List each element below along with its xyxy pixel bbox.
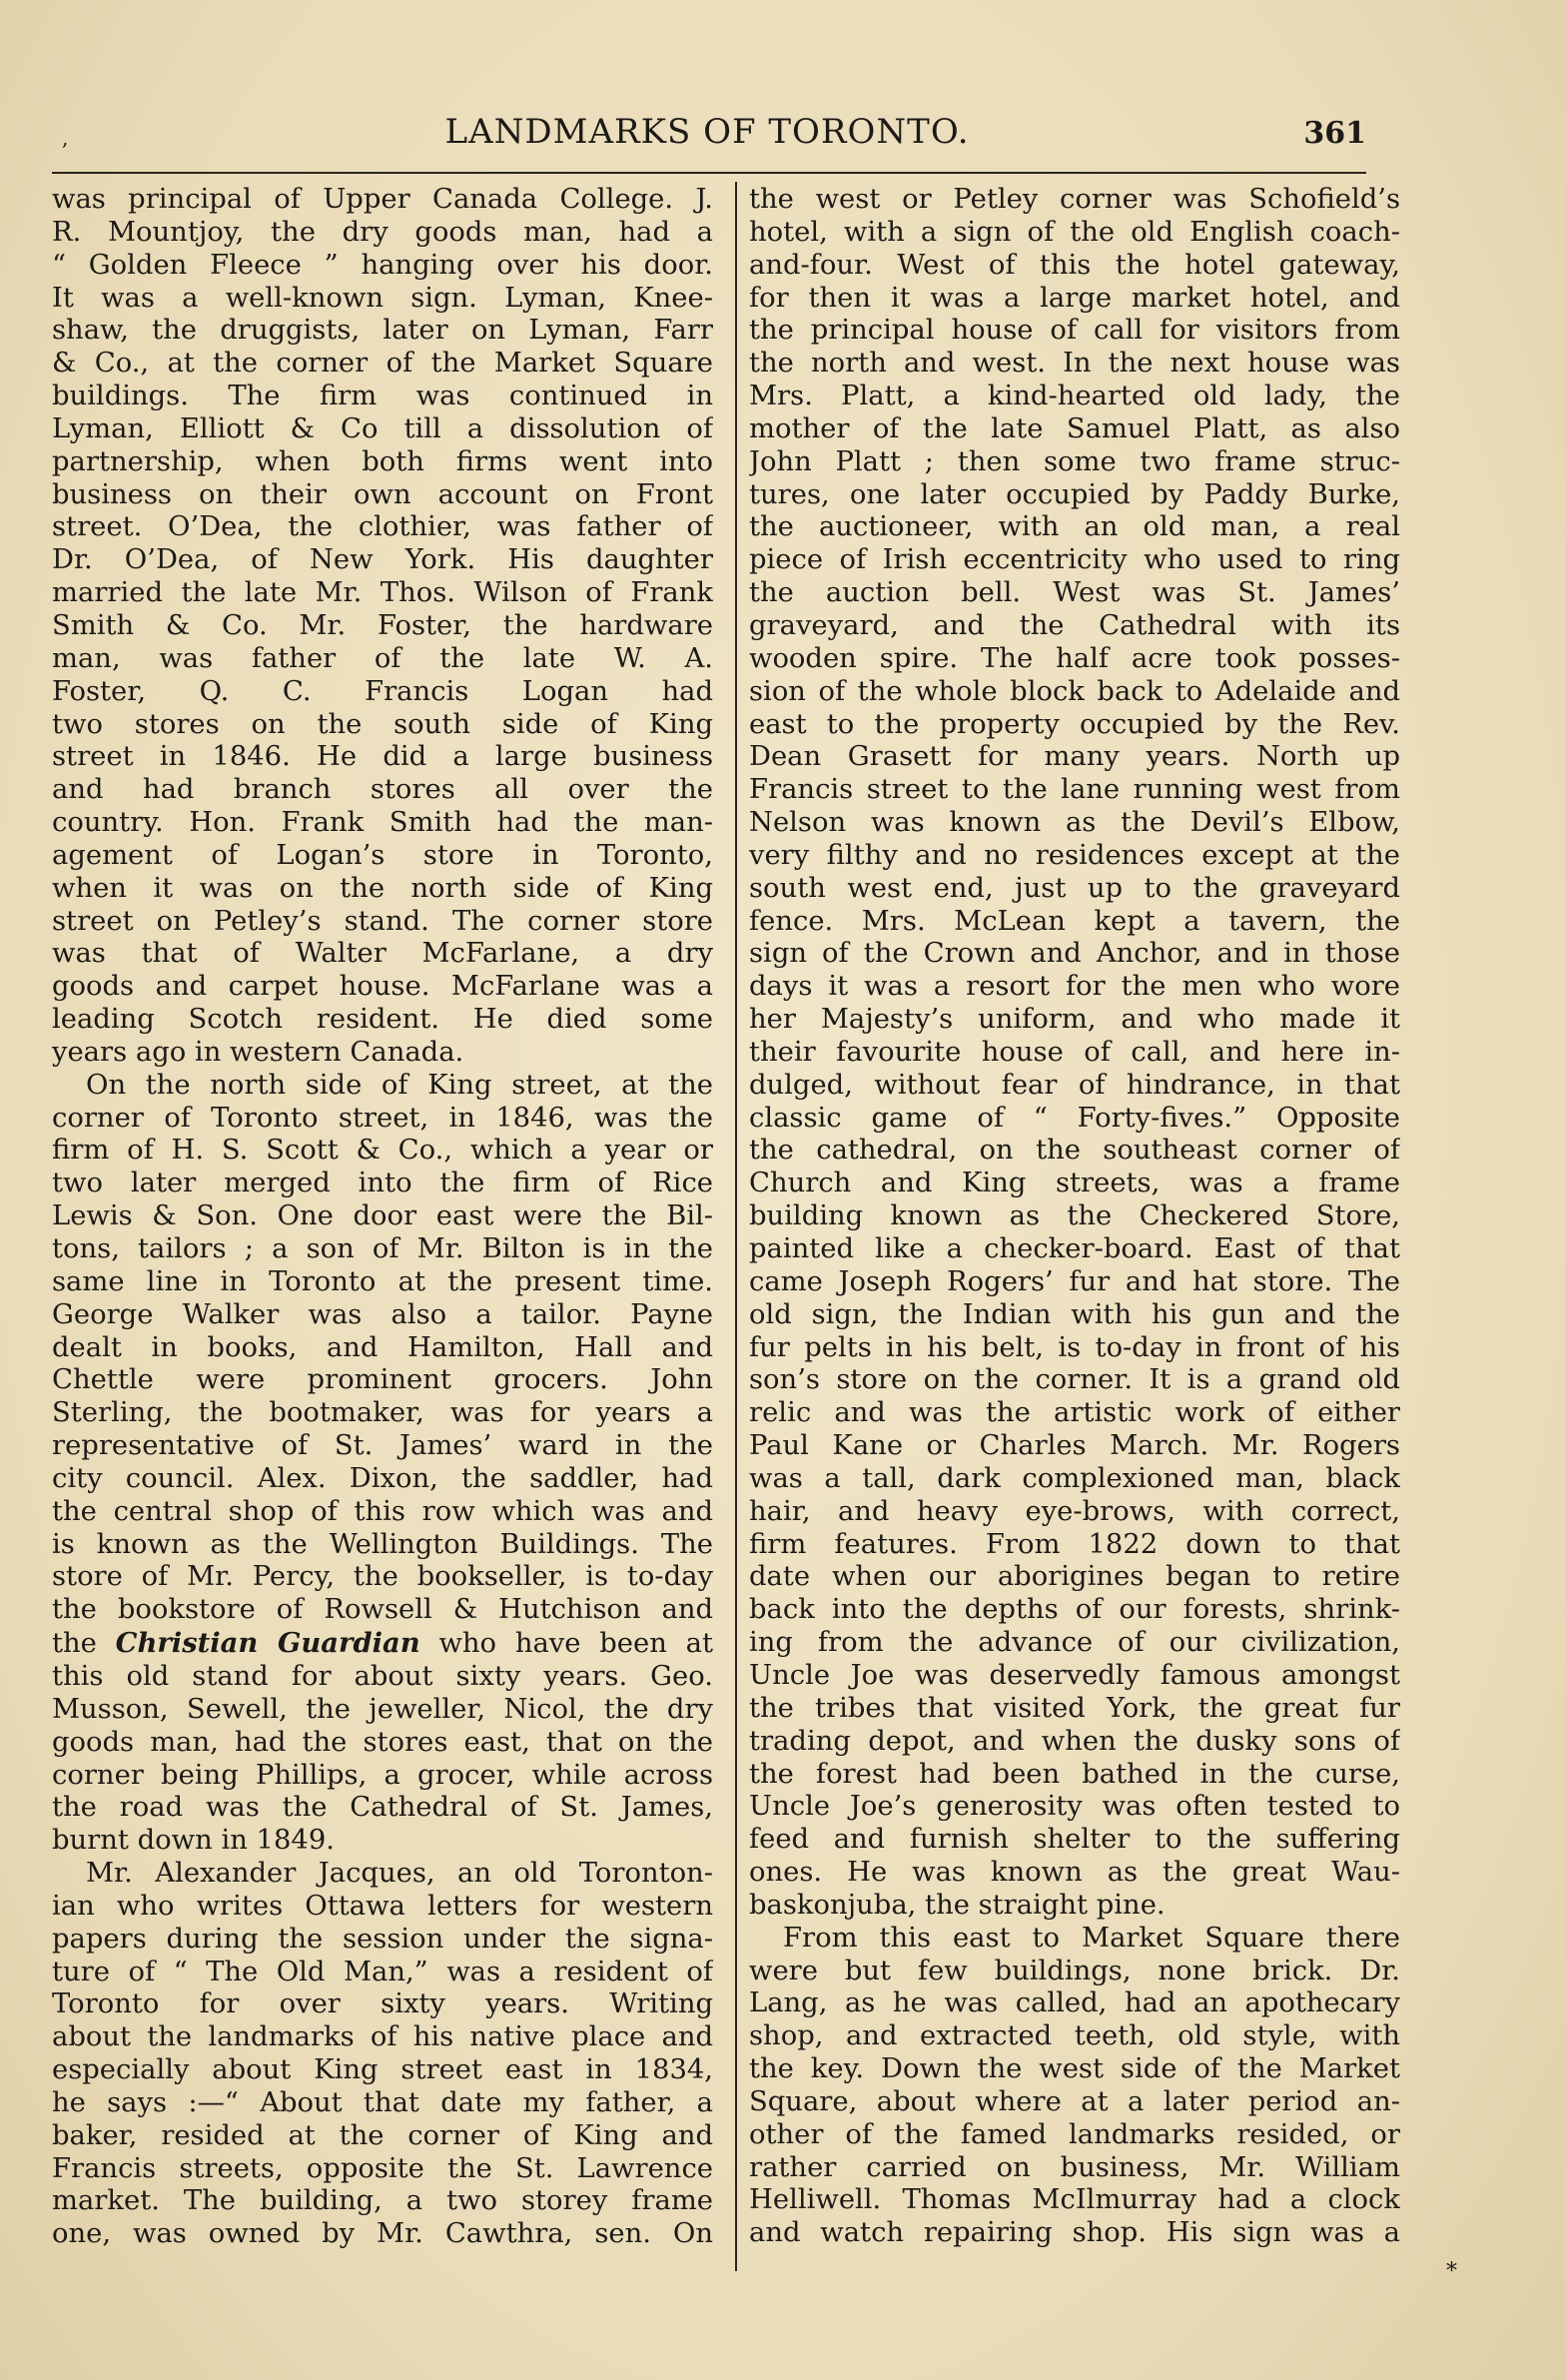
text-line: the principal house of call for visitors from	[749, 315, 1400, 347]
text-line: Francis street to the lane running west from	[749, 774, 1400, 806]
text-line: goods and carpet house. McFarlane was a	[52, 971, 713, 1003]
text-line: back into the depths of our forests, shrink-	[749, 1594, 1400, 1626]
text-line: the road was the Cathedral of St. James,	[52, 1792, 713, 1824]
text-line: the west or Petley corner was Schofield’s	[749, 184, 1400, 215]
text-line: Helliwell. Thomas McIlmurray had a clock	[749, 2184, 1400, 2216]
text-line: city council. Alex. Dixon, the saddler, had	[52, 1462, 713, 1494]
text-line: mother of the late Samuel Platt, as also	[749, 412, 1400, 444]
text-line: graveyard, and the Cathedral with its	[749, 609, 1400, 641]
text-line: Lang, as he was called, had an apothecary	[749, 1987, 1400, 2019]
text-line: one, was owned by Mr. Cawthra, sen. On	[52, 2218, 713, 2250]
text-line: Smith & Co. Mr. Foster, the hardware	[52, 609, 713, 641]
text-line: son’s store on the corner. It is a grand old	[749, 1364, 1400, 1396]
text-line: ian who writes Ottawa letters for western	[52, 1890, 713, 1922]
text-line: Mr. Alexander Jacques, an old Toronton-	[86, 1858, 713, 1890]
text-line: about the landmarks of his native place and	[52, 2021, 713, 2053]
text-line: classic game of “ Forty-fives.” Opposite	[749, 1102, 1400, 1134]
text-line: was principal of Upper Canada College. J.	[52, 184, 713, 215]
text-line: buildings. The firm was continued in	[52, 381, 713, 412]
text-line: shop, and extracted teeth, old style, with	[749, 2020, 1400, 2052]
text-line: the auction bell. West was St. James’	[749, 577, 1400, 609]
text-line: Toronto for over sixty years. Writing	[52, 1988, 713, 2020]
text-line: corner of Toronto street, in 1846, was the	[52, 1102, 713, 1134]
text-line: painted like a checker-board. East of that	[749, 1233, 1400, 1264]
text-line: It was a well-known sign. Lyman, Knee-	[52, 282, 713, 314]
text-line: hotel, with a sign of the old English coach-	[749, 216, 1400, 248]
text-line: baskonjuba, the straight pine.	[749, 1889, 1166, 1921]
header-mark: ,	[62, 126, 69, 150]
running-header	[48, 108, 1366, 158]
text-line: were but few buildings, none brick. Dr.	[749, 1955, 1400, 1986]
text-line: street. O’Dea, the clothier, was father of	[52, 511, 713, 543]
text-line: firm of H. S. Scott & Co., which a year or	[52, 1135, 713, 1167]
text-line: Mrs. Platt, a kind-hearted old lady, the	[749, 381, 1400, 412]
text-line: fence. Mrs. McLean kept a tavern, the	[749, 905, 1400, 937]
text-line: and had branch stores all over the	[52, 774, 713, 806]
text-line: “ Golden Fleece ” hanging over his door.	[52, 249, 713, 281]
text-line: sion of the whole block back to Adelaide and	[749, 675, 1400, 707]
text-line: wooden spire. The half acre took posses-	[749, 642, 1400, 674]
text-line: for then it was a large market hotel, and	[749, 282, 1400, 314]
text-line: agement of Logan’s store in Toronto,	[52, 839, 713, 871]
italic-title: Christian Guardian	[115, 1627, 420, 1660]
text-line: was a tall, dark complexioned man, black	[749, 1462, 1400, 1494]
text-line: rather carried on business, Mr. William	[749, 2151, 1400, 2183]
text-line: days it was a resort for the men who wore	[749, 971, 1400, 1003]
text-line: & Co., at the corner of the Market Square	[52, 348, 713, 380]
text-line: the key. Down the west side of the Market	[749, 2053, 1400, 2085]
corner-mark: *	[1446, 2259, 1457, 2284]
text-line: and watch repairing shop. His sign was a	[749, 2217, 1400, 2249]
text-line: fur pelts in his belt, is to-day in front of his	[749, 1331, 1400, 1363]
column-divider	[735, 182, 737, 2271]
text-line: Lyman, Elliott & Co till a dissolution of	[52, 412, 713, 444]
text-line: years ago in western Canada.	[52, 1036, 464, 1068]
text-line: sign of the Crown and Anchor, and in those	[749, 938, 1400, 970]
text-line: building known as the Checkered Store,	[749, 1200, 1400, 1232]
text-line: married the late Mr. Thos. Wilson of Frank	[52, 577, 713, 609]
text-line: feed and furnish shelter to the suffering	[749, 1824, 1400, 1856]
text-line: her Majesty’s uniform, and who made it	[749, 1004, 1400, 1036]
text-line: dulged, without fear of hindrance, in that	[749, 1069, 1400, 1101]
text-line: George Walker was also a tailor. Payne	[52, 1298, 713, 1330]
text-line: and-four. West of this the hotel gateway,	[749, 249, 1400, 281]
page-number: 361	[1303, 116, 1366, 151]
text-line: Dean Grasett for many years. North up	[749, 741, 1400, 773]
text-line: partnership, when both firms went into	[52, 445, 713, 477]
text-line: R. Mountjoy, the dry goods man, had a	[52, 216, 713, 248]
text-line: John Platt ; then some two frame struc-	[749, 445, 1400, 477]
text-line: especially about King street east in 1834,	[52, 2054, 713, 2086]
text-line: burnt down in 1849.	[52, 1825, 335, 1857]
text-line: street in 1846. He did a large business	[52, 741, 713, 773]
text-line: Lewis & Son. One door east were the Bil-	[52, 1200, 713, 1232]
text-line: goods man, had the stores east, that on the	[52, 1726, 713, 1758]
text-line: shaw, the druggists, later on Lyman, Farr	[52, 315, 713, 347]
text-line: their favourite house of call, and here in-	[749, 1036, 1400, 1068]
text-line: the north and west. In the next house was	[749, 348, 1400, 380]
text-line: business on their own account on Front	[52, 478, 713, 510]
header-rule	[52, 172, 1366, 174]
text-line: Uncle Joe’s generosity was often tested to	[749, 1791, 1400, 1823]
text-line: two later merged into the firm of Rice	[52, 1168, 713, 1199]
text-line: Square, about where at a later period an-	[749, 2085, 1400, 2117]
text-line: tons, tailors ; a son of Mr. Bilton is in the	[52, 1233, 713, 1264]
right-column	[749, 184, 1400, 2250]
text-line: Uncle Joe was deservedly famous amongst	[749, 1659, 1400, 1691]
text-line: is known as the Wellington Buildings. The	[52, 1528, 713, 1560]
text-line: Foster, Q. C. Francis Logan had	[52, 675, 713, 707]
text-line: leading Scotch resident. He died some	[52, 1004, 713, 1036]
text-line: same line in Toronto at the present time.	[52, 1265, 713, 1297]
text-line: man, was father of the late W. A.	[52, 642, 713, 674]
text-line: corner being Phillips, a grocer, while across	[52, 1759, 713, 1791]
text-line: the auctioneer, with an old man, a real	[749, 511, 1400, 543]
text-line: other of the famed landmarks resided, or	[749, 2118, 1400, 2150]
text-line: when it was on the north side of King	[52, 872, 713, 904]
text-line: trading depot, and when the dusky sons of	[749, 1725, 1400, 1757]
text-line: tures, one later occupied by Paddy Burke,	[749, 478, 1400, 510]
text-line: hair, and heavy eye-brows, with correct,	[749, 1495, 1400, 1527]
left-column	[52, 184, 713, 2251]
text-line: relic and was the artistic work of either	[749, 1397, 1400, 1429]
text-line: came Joseph Rogers’ fur and hat store. The	[749, 1265, 1400, 1297]
text-line: south west end, just up to the graveyard	[749, 872, 1400, 904]
text-line: ture of “ The Old Man,” was a resident of	[52, 1956, 713, 1987]
text-line: Musson, Sewell, the jeweller, Nicol, the dry	[52, 1693, 713, 1725]
text-line: Sterling, the bootmaker, was for years a	[52, 1397, 713, 1429]
text-line: the cathedral, on the southeast corner of	[749, 1135, 1400, 1167]
text-line: store of Mr. Percy, the bookseller, is to-day	[52, 1561, 713, 1593]
text-line: piece of Irish eccentricity who used to ring	[749, 544, 1400, 576]
text-line: papers during the session under the signa-	[52, 1923, 713, 1955]
text-segment: who have been at	[419, 1628, 713, 1660]
text-line: the tribes that visited York, the great fur	[749, 1692, 1400, 1724]
running-title: LANDMARKS OF TORONTO.	[444, 112, 970, 152]
text-line: the central shop of this row which was and	[52, 1495, 713, 1527]
text-line: ing from the advance of our civilization,	[749, 1627, 1400, 1659]
text-line: east to the property occupied by the Rev.	[749, 708, 1400, 740]
text-line: the forest had been bathed in the curse,	[749, 1758, 1400, 1790]
text-line: was that of Walter McFarlane, a dry	[52, 938, 713, 970]
text-line: street on Petley’s stand. The corner store	[52, 905, 713, 937]
text-line: country. Hon. Frank Smith had the man-	[52, 807, 713, 839]
text-line: old sign, the Indian with his gun and the	[749, 1298, 1400, 1330]
text-segment: the	[52, 1628, 116, 1660]
text-line: Francis streets, opposite the St. Lawrence	[52, 2152, 713, 2184]
text-line: he says :—“ About that date my father, a	[52, 2086, 713, 2118]
text-line: this old stand for about sixty years. Geo.	[52, 1660, 713, 1692]
text-line: the bookstore of Rowsell & Hutchison and	[52, 1594, 713, 1626]
text-line: date when our aborigines began to retire	[749, 1561, 1400, 1593]
text-line	[52, 1627, 713, 1661]
text-line: Paul Kane or Charles March. Mr. Rogers	[749, 1430, 1400, 1462]
text-line: firm features. From 1822 down to that	[749, 1528, 1400, 1560]
text-line: very filthy and no residences except at the	[749, 839, 1400, 871]
text-line: Dr. O’Dea, of New York. His daughter	[52, 544, 713, 576]
text-line: market. The building, a two storey frame	[52, 2185, 713, 2217]
text-line: dealt in books, and Hamilton, Hall and	[52, 1331, 713, 1363]
text-line: representative of St. James’ ward in the	[52, 1430, 713, 1462]
text-line: Church and King streets, was a frame	[749, 1168, 1400, 1199]
text-line: Chettle were prominent grocers. John	[52, 1364, 713, 1396]
text-line: Nelson was known as the Devil’s Elbow,	[749, 807, 1400, 839]
text-line: On the north side of King street, at the	[86, 1069, 713, 1101]
text-line: ones. He was known as the great Wau-	[749, 1857, 1400, 1889]
text-line: baker, resided at the corner of King and	[52, 2119, 713, 2151]
text-line: two stores on the south side of King	[52, 708, 713, 740]
text-line: From this east to Market Square there	[783, 1922, 1400, 1954]
